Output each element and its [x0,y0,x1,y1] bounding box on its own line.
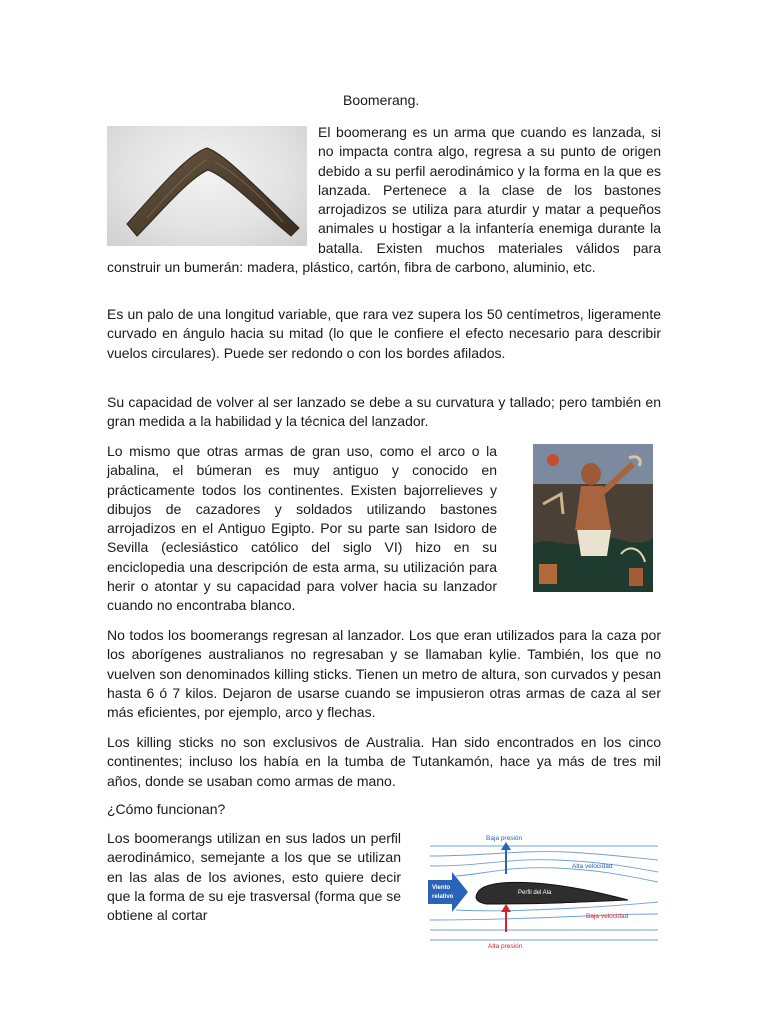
high-pressure-arrowhead [501,904,511,912]
label-wind-2: relativo [432,894,454,900]
wing-profile-shape [476,882,628,904]
paragraph-3: Su capacidad de volver al ser lanzado se debe a su curvatura y tallado; pero también en gran medida a la habilidad y la técnica del lanzador. [107,394,661,430]
label-low-pressure: Baja presión [486,835,523,842]
relative-wind-arrow [428,872,468,912]
paragraph-5-block [107,626,661,722]
paragraph-1: El boomerang es un arma que cuando es lanzada, si no impacta contra algo, regresa a su punto de origen debido a su perfil aerodinámico y la forma en la que es lanzada. Pertenece a la clase de los bastones arrojadizos se utiliza para aturdir y matar a pequeños animales u hostigar a la infantería enemiga durante la batalla. Existen muchos materiales válidos para construir un bumerán: madera, plástico, cartón, fibra de carbono, aluminio, etc. [107,124,661,276]
label-high-pressure: Alta presión [488,943,523,950]
paragraph-2: Es un palo de una longitud variable, que rara vez supera los 50 centímetros, ligeramente curvado en ángulo hacia su mitad (lo que le confiere el efecto necesario para describir vuelos circulares). Puede ser redondo o con los bordes afilados. [107,306,661,361]
paragraph-7-block [107,800,661,819]
paragraph-2-block [107,305,661,363]
airfoil-diagram-svg [426,832,662,950]
paragraph-4: Lo mismo que otras armas de gran uso, como el arco o la jabalina, el búmeran es muy antiguo y conocido en prácticamente todos los continentes. Existen bajorrelieves y dibujos de cazadores y soldados utilizando bastones arrojadizos en el Antiguo Egipto. Por su parte san Isidoro de Sevilla (eclesiástico católico del siglo VI) hizo en su enciclopedia una descripción de esta arma, su utilización para herir o atontar y su capacidad para volver hacia su lanzador cuando no encontraba blanco. [107,443,497,614]
paragraph-6-block [107,733,661,791]
paragraph-3-block [107,393,661,432]
label-wind-1: Viento [432,885,451,891]
subheading-how-it-works: ¿Cómo funcionan? [107,801,226,817]
egyptian-relief-drawing [533,444,653,592]
paragraph-8: Los boomerangs utilizan en sus lados un perfil aerodinámico, semejante a los que se utilizan en las alas de los aviones, esto quiere decir que la forma de su eje trasversal (forma que se obtiene al cortar [107,830,401,924]
paragraph-8-block [107,829,401,925]
paragraph-4-block [107,442,497,616]
egyptian-relief-image [533,444,653,592]
airfoil-diagram [426,832,662,950]
label-high-velocity: Alta velocidad [572,863,613,870]
paragraph-5: No todos los boomerangs regresan al lanzador. Los que eran utilizados para la caza por los aborígenes australianos no regresaban y se llamaban kylie. También, los que no vuelven son denominados killing sticks. Tienen un metro de altura, son curvados y pesan hasta 6 ó 7 kilos. Dejaron de usarse cuando se impusieron otras armas de caza al ser más eficientes, por ejemplo, arco y flechas. [107,627,661,721]
label-low-velocity: Baja velocidad [586,913,629,920]
paragraph-6: Los killing sticks no son exclusivos de Australia. Han sido encontrados en los cinco continentes; incluso los había en la tumba de Tutankamón, hace ya más de tres mil años, donde se usaban como armas de mano. [107,734,661,789]
document-title: Boomerang. [343,92,420,108]
label-wing-profile: Perfil del Ala [518,890,552,896]
paragraph-1-block [107,123,661,277]
